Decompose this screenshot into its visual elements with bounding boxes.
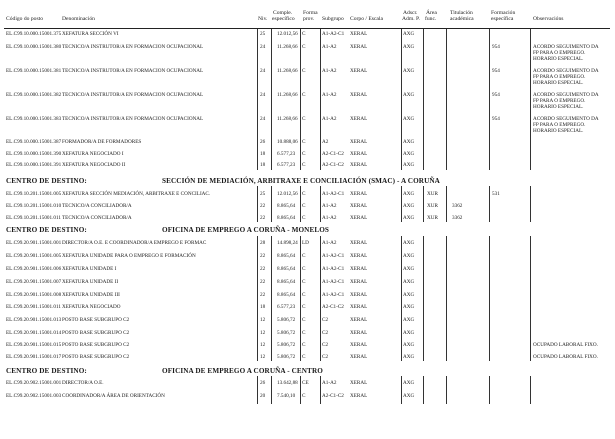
cell-name: XEFATURA NEGOCIADO bbox=[62, 304, 121, 310]
column-rule bbox=[446, 29, 447, 170]
column-rule bbox=[489, 376, 490, 404]
cell-nivel: 22 bbox=[260, 253, 266, 259]
cell-forma: C bbox=[302, 330, 306, 336]
cell-forma: LD bbox=[302, 240, 309, 246]
cell-corpo: XERAL bbox=[350, 139, 368, 145]
cell-complemento: 6.577,23 bbox=[277, 304, 296, 310]
column-rule bbox=[446, 236, 447, 361]
cell-nivel: 22 bbox=[260, 279, 266, 285]
cell-nivel: 25 bbox=[260, 31, 266, 37]
column-rule bbox=[401, 376, 402, 404]
cell-corpo: XERAL bbox=[350, 292, 368, 298]
cell-subgrupo: A2-C1-C2 bbox=[322, 162, 344, 168]
cell-corpo: XERAL bbox=[350, 393, 368, 399]
cell-corpo: XERAL bbox=[350, 330, 368, 336]
header-denominacion: Denominación bbox=[62, 16, 95, 22]
cell-complemento: 11.268,66 bbox=[277, 92, 298, 98]
cell-subgrupo: A1-A2-C1 bbox=[322, 279, 345, 285]
cell-complemento: 12.012,56 bbox=[277, 191, 298, 197]
cell-complemento: 8.865,64 bbox=[277, 266, 296, 272]
column-rule bbox=[320, 29, 321, 170]
centre-heading bbox=[0, 367, 615, 377]
cell-nivel: 24 bbox=[260, 68, 266, 74]
cell-nivel: 28 bbox=[260, 240, 266, 246]
cell-corpo: XERAL bbox=[350, 253, 368, 259]
header-forma-2: prov. bbox=[303, 16, 315, 22]
cell-adscricion: AXG bbox=[403, 330, 415, 336]
centre-heading bbox=[0, 226, 615, 236]
cell-complemento: 10.888,06 bbox=[277, 139, 298, 145]
cell-adscricion: AXG bbox=[403, 292, 415, 298]
table-header bbox=[0, 8, 615, 28]
column-rule bbox=[257, 236, 258, 361]
cell-name: TECNICO/A CONCILIADOR/A bbox=[62, 215, 132, 221]
column-rule bbox=[300, 236, 301, 361]
cell-forma: C bbox=[302, 68, 306, 74]
cell-complemento: 8.865,64 bbox=[277, 292, 296, 298]
cell-nivel: 12 bbox=[260, 330, 266, 336]
cell-observacions: OCUPADO LABORAL FIXO. bbox=[533, 342, 598, 348]
cell-adscricion: AXG bbox=[403, 116, 415, 122]
column-rule bbox=[423, 29, 424, 170]
column-rule bbox=[271, 186, 272, 222]
cell-area: XUR bbox=[427, 203, 438, 209]
column-rule bbox=[401, 186, 402, 222]
cell-subgrupo: C2 bbox=[322, 342, 329, 348]
column-rule bbox=[530, 186, 531, 222]
cell-area: XUR bbox=[427, 191, 438, 197]
centre-name: OFICINA DE EMPREGO A CORUÑA - CENTRO bbox=[162, 367, 323, 375]
cell-complemento: 5.806,72 bbox=[277, 317, 296, 323]
cell-name: XEFATURA UNIDADE PARA O EMPREGO E FORMACIÓN bbox=[62, 253, 196, 259]
cell-adscricion: AXG bbox=[403, 304, 415, 310]
cell-nivel: 25 bbox=[260, 191, 266, 197]
header-forma-1: Forma bbox=[303, 10, 318, 16]
cell-subgrupo: C2 bbox=[322, 330, 329, 336]
cell-corpo: XERAL bbox=[350, 317, 368, 323]
centre-name: OFICINA DE EMPREGO A CORUÑA - MONELOS bbox=[162, 226, 330, 234]
cell-forma: C bbox=[302, 44, 306, 50]
cell-name: DIRECTOR/A O.E. bbox=[62, 380, 104, 386]
cell-code: EL.C99.20.901.15001.007 bbox=[6, 279, 62, 285]
column-rule bbox=[401, 236, 402, 361]
cell-nivel: 12 bbox=[260, 342, 266, 348]
centre-label: CENTRO DE DESTINO: bbox=[6, 226, 87, 234]
cell-adscricion: AXG bbox=[403, 31, 415, 37]
cell-forma: C bbox=[302, 279, 306, 285]
cell-name: XEFATURA NEGOCIADO II bbox=[62, 162, 126, 168]
cell-name: TECNICO/A INSTRUTOR/A EN FORMACION OCUPACIONAL bbox=[62, 92, 204, 98]
cell-adscricion: AXG bbox=[403, 393, 415, 399]
cell-subgrupo: C2 bbox=[322, 354, 329, 360]
cell-forma: C bbox=[302, 253, 306, 259]
cell-nivel: 26 bbox=[260, 139, 266, 145]
header-codigo: Código do posto bbox=[6, 16, 43, 22]
cell-corpo: XERAL bbox=[350, 162, 368, 168]
cell-forma: C bbox=[302, 317, 306, 323]
cell-complemento: 8.865,64 bbox=[277, 215, 296, 221]
cell-name: FORMADOR/A DE FORMADORES bbox=[62, 139, 142, 145]
cell-nivel: 20 bbox=[260, 393, 266, 399]
cell-complemento: 13.642,88 bbox=[277, 380, 298, 386]
cell-adscricion: AXG bbox=[403, 162, 415, 168]
cell-subgrupo: A2 bbox=[322, 139, 329, 145]
cell-subgrupo: A2-C1-C2 bbox=[322, 393, 344, 399]
cell-corpo: XERAL bbox=[350, 354, 368, 360]
cell-code: EL.C99.10.201.15001.005 bbox=[6, 191, 62, 197]
cell-code: EL.C99.10.201.15001.010 bbox=[6, 203, 62, 209]
cell-code: EL.C99.10.000.15001.380 bbox=[6, 44, 62, 50]
cell-complemento: 11.268,66 bbox=[277, 44, 298, 50]
cell-complemento: 8.865,64 bbox=[277, 203, 296, 209]
cell-formacion: 531 bbox=[492, 191, 500, 197]
cell-observacions: OCUPADO LABORAL FIXO. bbox=[533, 354, 598, 360]
cell-nivel: 22 bbox=[260, 266, 266, 272]
cell-name: POSTO BASE SUBGRUPO C2 bbox=[62, 330, 130, 336]
cell-code: EL.C99.20.901.15001.006 bbox=[6, 266, 62, 272]
column-rule bbox=[300, 29, 301, 170]
header-formacion-1: Formación bbox=[491, 10, 516, 16]
header-complemento-2: específico bbox=[272, 16, 295, 22]
cell-forma: C bbox=[302, 393, 306, 399]
cell-subgrupo: A1-A2 bbox=[322, 116, 337, 122]
cell-name: XEFATURA UNIDADE III bbox=[62, 292, 120, 298]
cell-code: EL.C99.20.901.15001.001 bbox=[6, 240, 62, 246]
cell-adscricion: AXG bbox=[403, 139, 415, 145]
cell-forma: C bbox=[302, 162, 306, 168]
header-subgrupo: Subgrupo bbox=[322, 16, 344, 22]
header-nivel: Niv. bbox=[258, 16, 268, 22]
cell-name: XEFATURA SECCIÓN MEDIACIÓN, ARBITRAXE E CONCILIAC. bbox=[62, 191, 211, 197]
cell-adscricion: AXG bbox=[403, 266, 415, 272]
header-titulacion-1: Titulación bbox=[450, 10, 473, 16]
cell-name: DIRECTOR/A O.E. E COORDINADOR/A EMPREGO E FORMAC bbox=[62, 240, 207, 246]
cell-code: EL.C99.20.901.15001.005 bbox=[6, 253, 62, 259]
cell-observacions: ACORDO SEGUIMENTO DA FP PARA O EMPREGO. HORARIO ESPECIAL. bbox=[533, 68, 599, 86]
cell-titulacion: 3362 bbox=[452, 203, 463, 209]
cell-forma: C bbox=[302, 304, 306, 310]
cell-adscricion: AXG bbox=[403, 240, 415, 246]
cell-adscricion: AXG bbox=[403, 279, 415, 285]
column-rule bbox=[257, 186, 258, 222]
cell-nivel: 18 bbox=[260, 304, 266, 310]
header-titulacion-2: académica bbox=[450, 16, 474, 22]
cell-forma: C bbox=[302, 139, 306, 145]
cell-forma: C bbox=[302, 31, 306, 37]
header-area-2: func. bbox=[425, 16, 437, 22]
cell-corpo: XERAL bbox=[350, 380, 368, 386]
cell-area: XUR bbox=[427, 215, 438, 221]
cell-name: POSTO BASE SUBGRUPO C2 bbox=[62, 317, 130, 323]
cell-code: EL.C99.10.000.15001.382 bbox=[6, 92, 62, 98]
cell-complemento: 6.577,23 bbox=[277, 151, 296, 157]
header-adscricion-1: Adscr. bbox=[403, 10, 418, 16]
cell-observacions: ACORDO SEGUIMENTO DA FP PARA O EMPREGO. HORARIO ESPECIAL. bbox=[533, 116, 599, 134]
cell-subgrupo: A1-A2 bbox=[322, 92, 337, 98]
cell-forma: CE bbox=[302, 380, 309, 386]
cell-adscricion: AXG bbox=[403, 215, 415, 221]
header-adscricion-2: Adm. P. bbox=[402, 16, 420, 22]
cell-subgrupo: A1-A2-C1 bbox=[322, 31, 345, 37]
centre-label: CENTRO DE DESTINO: bbox=[6, 367, 87, 375]
column-rule bbox=[271, 376, 272, 404]
cell-code: EL.C99.20.901.15001.015 bbox=[6, 342, 62, 348]
cell-corpo: XERAL bbox=[350, 191, 368, 197]
cell-forma: C bbox=[302, 151, 306, 157]
cell-adscricion: AXG bbox=[403, 68, 415, 74]
cell-complemento: 12.012,56 bbox=[277, 31, 298, 37]
cell-code: EL.C99.10.000.15001.387 bbox=[6, 139, 62, 145]
cell-code: EL.C99.20.902.15001.003 bbox=[6, 393, 62, 399]
cell-name: XEFATURA NEGOCIADO I bbox=[62, 151, 124, 157]
cell-name: TECNICO/A INSTRUTOR/A EN FORMACION OCUPACIONAL bbox=[62, 44, 204, 50]
column-rule bbox=[271, 236, 272, 361]
column-rule bbox=[423, 186, 424, 222]
cell-complemento: 8.865,64 bbox=[277, 253, 296, 259]
cell-subgrupo: A1-A2 bbox=[322, 380, 337, 386]
cell-code: EL.C99.20.902.15001.001 bbox=[6, 380, 62, 386]
cell-corpo: XERAL bbox=[350, 279, 368, 285]
cell-nivel: 18 bbox=[260, 162, 266, 168]
column-rule bbox=[271, 29, 272, 170]
cell-subgrupo: A1-A2-C1 bbox=[322, 253, 345, 259]
cell-nivel: 24 bbox=[260, 92, 266, 98]
cell-subgrupo: A1-A2 bbox=[322, 44, 337, 50]
cell-complemento: 7.540,10 bbox=[277, 393, 296, 399]
cell-name: XEFATURA UNIDADE I bbox=[62, 266, 117, 272]
cell-corpo: XERAL bbox=[350, 116, 368, 122]
cell-name: TECNICO/A INSTRUTOR/A EN FORMACION OCUPACIONAL bbox=[62, 68, 204, 74]
cell-code: EL.C99.10.000.15001.391 bbox=[6, 162, 62, 168]
cell-formacion: 954 bbox=[492, 116, 500, 122]
cell-subgrupo: C2 bbox=[322, 317, 329, 323]
cell-code: EL.C99.10.000.15001.390 bbox=[6, 151, 62, 157]
header-corpo: Corpo / Escala bbox=[350, 16, 383, 22]
cell-code: EL.C99.20.901.15001.013 bbox=[6, 317, 62, 323]
column-rule bbox=[446, 186, 447, 222]
cell-subgrupo: A1-A2-C1 bbox=[322, 191, 345, 197]
column-rule bbox=[423, 236, 424, 361]
cell-name: POSTO BASE SUBGRUPO C2 bbox=[62, 354, 130, 360]
cell-subgrupo: A1-A2 bbox=[322, 240, 337, 246]
cell-adscricion: AXG bbox=[403, 253, 415, 259]
cell-nivel: 24 bbox=[260, 44, 266, 50]
column-rule bbox=[530, 236, 531, 361]
column-rule bbox=[489, 29, 490, 170]
cell-adscricion: AXG bbox=[403, 203, 415, 209]
cell-code: EL.C99.10.000.15001.375 bbox=[6, 31, 62, 37]
cell-adscricion: AXG bbox=[403, 191, 415, 197]
cell-nivel: 24 bbox=[260, 116, 266, 122]
column-rule bbox=[300, 376, 301, 404]
cell-corpo: XERAL bbox=[350, 92, 368, 98]
cell-adscricion: AXG bbox=[403, 151, 415, 157]
cell-complemento: 5.806,72 bbox=[277, 342, 296, 348]
cell-nivel: 18 bbox=[260, 151, 266, 157]
column-rule bbox=[423, 376, 424, 404]
cell-adscricion: AXG bbox=[403, 317, 415, 323]
cell-formacion: 954 bbox=[492, 68, 500, 74]
cell-forma: C bbox=[302, 354, 306, 360]
cell-code: EL.C99.10.000.15001.381 bbox=[6, 68, 62, 74]
cell-complemento: 5.806,72 bbox=[277, 354, 296, 360]
cell-subgrupo: A1-A2-C1 bbox=[322, 292, 345, 298]
cell-name: XEFATURA SECCIÓN VI bbox=[62, 31, 119, 37]
centre-name: SECCIÓN DE MEDIACIÓN, ARBITRAXE E CONCILIACIÓN (SMAC) - A CORUÑA bbox=[162, 177, 440, 185]
cell-adscricion: AXG bbox=[403, 354, 415, 360]
cell-code: EL.C99.20.901.15001.011 bbox=[6, 304, 61, 310]
cell-corpo: XERAL bbox=[350, 151, 368, 157]
cell-corpo: XERAL bbox=[350, 44, 368, 50]
cell-nivel: 26 bbox=[260, 380, 266, 386]
column-rule bbox=[320, 376, 321, 404]
cell-forma: C bbox=[302, 116, 306, 122]
header-complemento-1: Comple. bbox=[273, 10, 293, 16]
cell-subgrupo: A1-A2 bbox=[322, 68, 337, 74]
cell-nivel: 22 bbox=[260, 215, 266, 221]
cell-forma: C bbox=[302, 292, 306, 298]
cell-code: EL.C99.20.901.15001.014 bbox=[6, 330, 62, 336]
column-rule bbox=[401, 29, 402, 170]
cell-code: EL.C99.20.901.15001.008 bbox=[6, 292, 62, 298]
cell-complemento: 5.806,72 bbox=[277, 330, 296, 336]
column-rule bbox=[300, 186, 301, 222]
column-rule bbox=[257, 29, 258, 170]
centre-heading bbox=[0, 177, 615, 187]
column-rule bbox=[530, 376, 531, 404]
cell-complemento: 11.268,66 bbox=[277, 116, 298, 122]
cell-forma: C bbox=[302, 203, 306, 209]
cell-formacion: 954 bbox=[492, 44, 500, 50]
cell-code: EL.C99.10.000.15001.383 bbox=[6, 116, 62, 122]
cell-adscricion: AXG bbox=[403, 342, 415, 348]
cell-forma: C bbox=[302, 215, 306, 221]
cell-nivel: 12 bbox=[260, 317, 266, 323]
column-rule bbox=[320, 236, 321, 361]
cell-nivel: 12 bbox=[260, 354, 266, 360]
cell-adscricion: AXG bbox=[403, 92, 415, 98]
cell-subgrupo: A2-C1-C2 bbox=[322, 304, 344, 310]
cell-forma: C bbox=[302, 266, 306, 272]
column-rule bbox=[489, 186, 490, 222]
cell-observacions: ACORDO SEGUIMENTO DA FP PARA O EMPREGO. HORARIO ESPECIAL. bbox=[533, 92, 599, 110]
cell-forma: C bbox=[302, 191, 306, 197]
header-observacions: Observacións bbox=[533, 16, 564, 22]
cell-code: EL.C99.10.201.15001.011 bbox=[6, 215, 61, 221]
cell-forma: C bbox=[302, 342, 306, 348]
column-rule bbox=[530, 29, 531, 170]
cell-corpo: XERAL bbox=[350, 240, 368, 246]
cell-nivel: 22 bbox=[260, 203, 266, 209]
column-rule bbox=[489, 236, 490, 361]
cell-corpo: XERAL bbox=[350, 31, 368, 37]
cell-name: POSTO BASE SUBGRUPO C2 bbox=[62, 342, 130, 348]
cell-corpo: XERAL bbox=[350, 215, 368, 221]
cell-corpo: XERAL bbox=[350, 342, 368, 348]
cell-name: XEFATURA UNIDADE II bbox=[62, 279, 119, 285]
cell-nivel: 22 bbox=[260, 292, 266, 298]
cell-formacion: 954 bbox=[492, 92, 500, 98]
cell-complemento: 6.577,23 bbox=[277, 162, 296, 168]
cell-observacions: ACORDO SEGUIMENTO DA FP PARA O EMPREGO. HORARIO ESPECIAL. bbox=[533, 44, 599, 62]
cell-corpo: XERAL bbox=[350, 68, 368, 74]
centre-label: CENTRO DE DESTINO: bbox=[6, 177, 87, 185]
cell-subgrupo: A1-A2 bbox=[322, 203, 337, 209]
cell-adscricion: AXG bbox=[403, 44, 415, 50]
cell-complemento: 8.865,64 bbox=[277, 279, 296, 285]
header-area-1: Área bbox=[426, 10, 437, 16]
cell-subgrupo: A2-C1-C2 bbox=[322, 151, 344, 157]
cell-name: TECNICO/A CONCILIADOR/A bbox=[62, 203, 132, 209]
cell-titulacion: 3362 bbox=[452, 215, 463, 221]
cell-complemento: 11.268,66 bbox=[277, 68, 298, 74]
cell-corpo: XERAL bbox=[350, 203, 368, 209]
cell-forma: C bbox=[302, 92, 306, 98]
cell-subgrupo: A1-A2-C1 bbox=[322, 266, 345, 272]
cell-complemento: 14.898,24 bbox=[277, 240, 298, 246]
cell-subgrupo: A1-A2 bbox=[322, 215, 337, 221]
cell-adscricion: AXG bbox=[403, 380, 415, 386]
cell-name: TECNICO/A INSTRUTOR/A EN FORMACION OCUPACIONAL bbox=[62, 116, 204, 122]
cell-corpo: XERAL bbox=[350, 266, 368, 272]
cell-name: COORDINADOR/A ÁREA DE ORIENTACIÓN bbox=[62, 393, 165, 399]
header-divider bbox=[4, 28, 610, 29]
column-rule bbox=[320, 186, 321, 222]
header-formacion-2: específica bbox=[491, 16, 514, 22]
column-rule bbox=[446, 376, 447, 404]
cell-code: EL.C99.20.901.15001.017 bbox=[6, 354, 62, 360]
cell-corpo: XERAL bbox=[350, 304, 368, 310]
column-rule bbox=[257, 376, 258, 404]
